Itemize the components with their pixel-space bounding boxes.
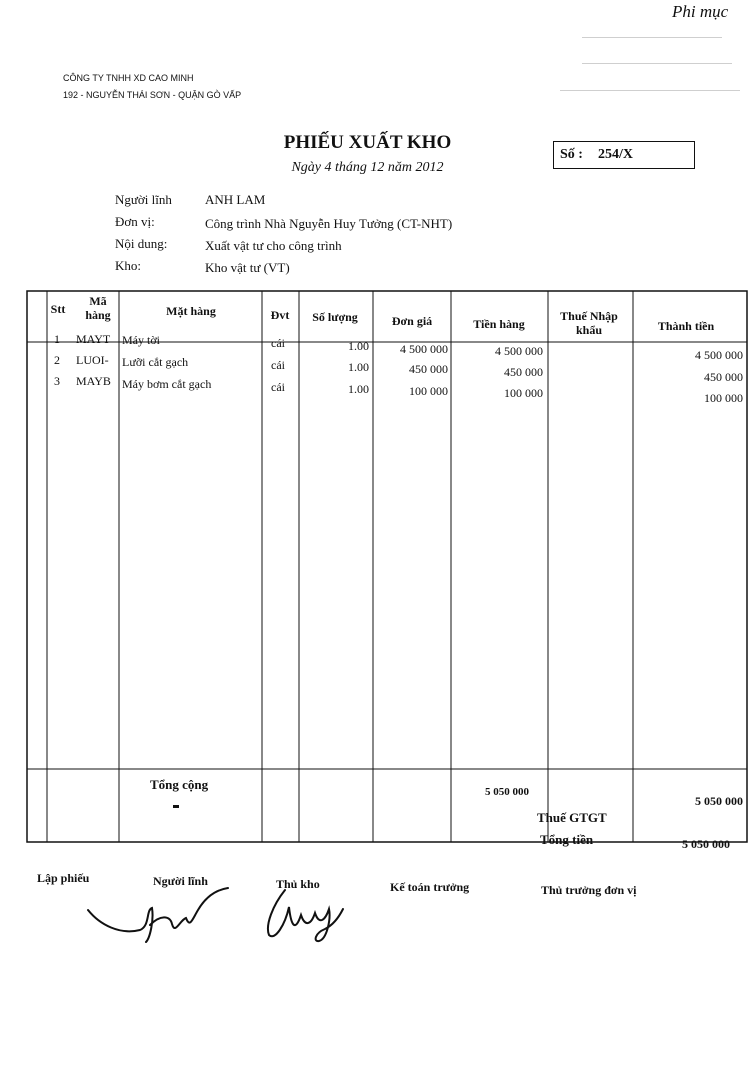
sign-thu-kho: Thủ kho [276,877,320,891]
grand-total-label: Tổng tiền [540,832,594,847]
header-ma-hang-line1: Mã [89,294,107,308]
grand-total-value: 5 050 000 [682,837,730,851]
document-title: PHIẾU XUẤT KHO [283,132,452,153]
sign-ke-toan-truong: Kế toán trưởng [390,880,470,894]
scan-mark [582,63,732,64]
row-2-don-gia: 450 000 [409,362,448,376]
warehouse-label: Kho: [115,258,141,273]
warehouse-value: Kho vật tư (VT) [205,260,290,275]
row-1-dvt: cái [271,336,285,350]
header-stt: Stt [50,302,66,316]
row-3-tien-hang: 100 000 [504,386,543,400]
corner-handwritten-note: Phi mục [672,2,729,21]
document-number-value: 254/X [598,147,633,162]
row-1-ma: MAYT [76,332,111,346]
scan-mark [560,90,740,91]
row-1-ten: Máy tời [122,333,161,347]
header-mat-hang: Mặt hàng [166,304,216,318]
receiver-value: ANH LAM [205,192,266,207]
receiver-label: Người lĩnh [115,192,172,207]
document-number-label: Số : [560,147,583,162]
header-ma-hang [76,294,120,322]
vat-label: Thuế GTGT [537,810,607,825]
signature-thu-kho [255,885,350,945]
row-3-stt: 3 [54,374,60,388]
company-address: 192 - NGUYỄN THÁI SƠN - QUẬN GÒ VẤP [63,90,242,100]
totals-label: Tổng cộng [150,777,209,792]
row-2-stt: 2 [54,353,60,367]
totals-dash-mark [173,805,179,808]
sign-nguoi-linh: Người lĩnh [153,874,208,888]
row-3-sl: 1.00 [348,382,369,396]
company-header [63,70,241,104]
row-2-thanh-tien: 450 000 [704,370,743,384]
header-so-luong: Số lượng [312,310,358,324]
signature-nguoi-linh [80,880,240,950]
content-value: Xuất vật tư cho công trình [205,238,342,253]
row-1-thanh-tien: 4 500 000 [695,348,743,362]
header-thue-nk-line2: khẩu [575,323,603,337]
row-1-stt: 1 [54,332,60,346]
unit-label: Đơn vị: [115,214,155,229]
totals-tien-hang: 5 050 000 [485,786,529,798]
header-thue-nhap-khau [549,309,629,337]
row-2-tien-hang: 450 000 [504,365,543,379]
row-2-sl: 1.00 [348,360,369,374]
header-dvt: Đvt [270,308,290,322]
header-thanh-tien: Thành tiền [657,319,715,333]
row-3-ten: Máy bơm cắt gạch [122,377,212,391]
totals-thanh-tien: 5 050 000 [695,794,743,808]
row-2-dvt: cái [271,358,285,372]
row-1-sl: 1.00 [348,339,369,353]
sign-lap-phieu: Lập phiếu [37,871,90,885]
row-2-ten: Lưỡi cắt gạch [122,355,189,369]
document-date: Ngày 4 tháng 12 năm 2012 [291,160,444,175]
scan-mark [582,37,722,38]
header-tien-hang: Tiền hàng [473,317,525,331]
row-1-don-gia: 4 500 000 [400,342,448,356]
row-1-tien-hang: 4 500 000 [495,344,543,358]
header-thue-nk-line1: Thuế Nhập [560,309,618,323]
header-don-gia: Đơn giá [391,314,433,328]
document-number-box [553,141,695,169]
content-label: Nội dung: [115,236,168,251]
row-2-ma: LUOI- [76,353,109,367]
sign-thu-truong: Thủ trưởng đơn vị [541,883,637,897]
row-3-dvt: cái [271,380,285,394]
header-ma-hang-line2: hàng [85,308,111,322]
row-3-thanh-tien: 100 000 [704,391,743,405]
unit-value: Công trình Nhà Nguyễn Huy Tưởng (CT-NHT) [205,216,453,231]
row-3-don-gia: 100 000 [409,384,448,398]
company-name: CÔNG TY TNHH XD CAO MINH [63,73,194,83]
row-3-ma: MAYB [76,374,111,388]
